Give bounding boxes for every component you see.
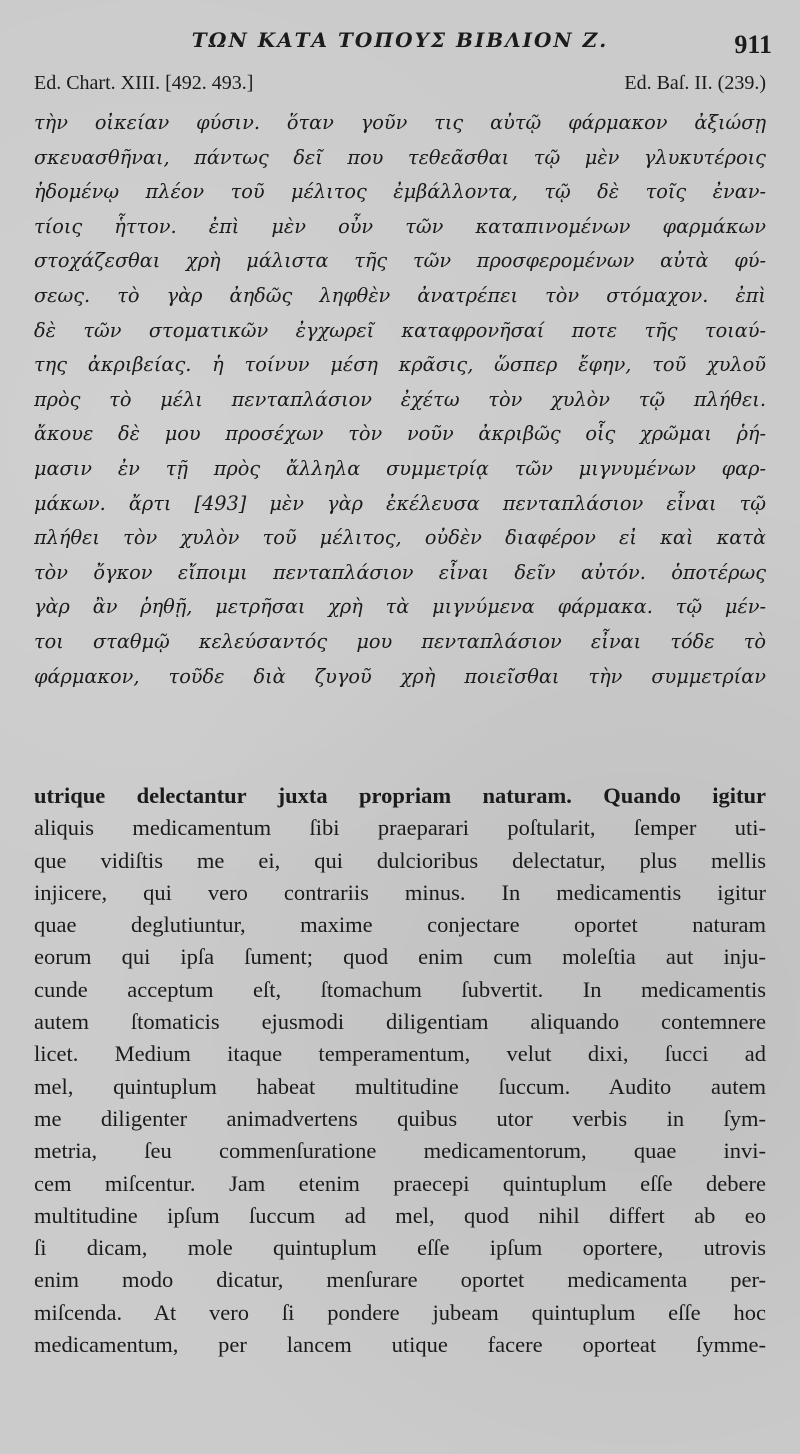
- greek-line: μασιν ἐν τῇ πρὸς ἄλληλα συμμετρίᾳ τῶν μιγνυμένων φαρ-: [34, 456, 766, 480]
- latin-line: metria, ſeu commenſuratione medicamentorum, quae invi-: [34, 1138, 766, 1164]
- greek-line: ἄκουε δὲ μου προσέχων τὸν νοῦν ἀκριβῶς οἷς χρῶμαι ῥή-: [34, 422, 766, 446]
- latin-line: autem ſtomaticis ejusmodi diligentiam aliquando contemnere: [34, 1009, 766, 1035]
- greek-line: γὰρ ἂν ῥηθῇ, μετρῆσαι χρὴ τὰ μιγνύμενα φάρμακα. τῷ μέν-: [34, 595, 766, 619]
- greek-text-block: [34, 106, 766, 694]
- latin-line: mel, quintuplum habeat multitudine ſuccum. Audito autem: [34, 1073, 766, 1099]
- latin-line: licet. Medium itaque temperamentum, velut dixi, ſucci ad: [34, 1041, 766, 1067]
- latin-line: enim modo dicatur, menſurare oportet medicamenta per-: [34, 1267, 766, 1293]
- latin-line: utrique delectantur juxta propriam naturam. Quando igitur: [34, 783, 766, 808]
- edition-line: [34, 72, 766, 95]
- running-title: ΤΩΝ ΚΑΤΑ ΤΟΠΟΥΣ ΒΙΒΛΙΟΝ Ζ.: [191, 28, 609, 52]
- greek-line: της ἀκριβείας. ἡ τοίνυν μέση κρᾶσις, ὥσπερ ἔφην, τοῦ χυλοῦ: [34, 353, 766, 377]
- page-number: 911: [734, 30, 772, 59]
- greek-line: ἡδομένῳ πλέον τοῦ μέλιτος ἐμβάλλοντα, τῷ δὲ τοῖς ἐναν-: [34, 180, 766, 204]
- greek-line: πλήθει τὸν χυλὸν τοῦ μέλιτος, οὐδὲν διαφέρον εἰ καὶ κατὰ: [34, 526, 766, 550]
- latin-line: que vidiſtis me ei, qui dulcioribus delectatur, plus mellis: [34, 847, 766, 873]
- edition-reference-left: Ed. Chart. XIII. [492. 493.]: [34, 72, 254, 94]
- latin-line: multitudine ipſum ſuccum ad mel, quod nihil differt ab eo: [34, 1202, 766, 1228]
- greek-line: τὴν οἰκείαν φύσιν. ὅταν γοῦν τις αὐτῷ φάρμακον ἀξιώσῃ: [34, 111, 766, 134]
- latin-line: me diligenter animadvertens quibus utor verbis in ſym-: [34, 1105, 766, 1131]
- latin-line: miſcenda. At vero ſi pondere jubeam quintuplum eſſe hoc: [34, 1299, 766, 1325]
- greek-line: μάκων. ἄρτι [493] μὲν γὰρ ἐκέλευσα πενταπλάσιον εἶναι τῷ: [34, 491, 766, 515]
- latin-line: injicere, qui vero contrariis minus. In medicamentis igitur: [34, 879, 766, 905]
- greek-line: τὸν ὄγκον εἴποιμι πενταπλάσιον εἶναι δεῖν αὐτόν. ὁποτέρως: [34, 560, 766, 584]
- greek-line: τοι σταθμῷ κελεύσαντός μου πενταπλάσιον εἶναι τόδε τὸ: [34, 629, 766, 653]
- latin-line: cunde acceptum eſt, ſtomachum ſubvertit. In medicamentis: [34, 976, 766, 1002]
- greek-line: φάρμακον, τοῦδε διὰ ζυγοῦ χρὴ ποιεῖσθαι τὴν συμμετρίαν: [34, 664, 766, 688]
- latin-text-block: [34, 780, 766, 1361]
- greek-line: πρὸς τὸ μέλι πενταπλάσιον ἐχέτω τὸν χυλὸν τῷ πλήθει.: [34, 387, 766, 411]
- greek-line: τίοις ἧττον. ἐπὶ μὲν οὖν τῶν καταπινομένων φαρμάκων: [34, 214, 766, 238]
- greek-line: σκευασθῆναι, πάντως δεῖ που τεθεᾶσθαι τῷ μὲν γλυκυτέροις: [34, 145, 766, 169]
- latin-line: ſi dicam, mole quintuplum eſſe ipſum oportere, utrovis: [34, 1235, 766, 1261]
- greek-line: σεως. τὸ γὰρ ἀηδῶς ληφθὲν ἀνατρέπει τὸν στόμαχον. ἐπὶ: [34, 283, 766, 307]
- latin-line: eorum qui ipſa ſument; quod enim cum moleſtia aut inju-: [34, 944, 766, 970]
- latin-line: quae deglutiuntur, maxime conjectare oportet naturam: [34, 912, 766, 938]
- greek-line: στοχάζεσθαι χρὴ μάλιστα τῆς τῶν προσφερομένων αὐτὰ φύ-: [34, 249, 766, 273]
- latin-line: cem miſcentur. Jam etenim praecepi quintuplum eſſe debere: [34, 1170, 766, 1196]
- latin-line: aliquis medicamentum ſibi praeparari poſtularit, ſemper uti-: [34, 815, 766, 841]
- latin-line: medicamentum, per lancem utique facere oporteat ſymme-: [34, 1332, 766, 1358]
- edition-reference-right: Ed. Baſ. II. (239.): [624, 72, 766, 94]
- greek-line: δὲ τῶν στοματικῶν ἐγχωρεῖ καταφρονῆσαί ποτε τῆς τοιαύ-: [34, 318, 766, 342]
